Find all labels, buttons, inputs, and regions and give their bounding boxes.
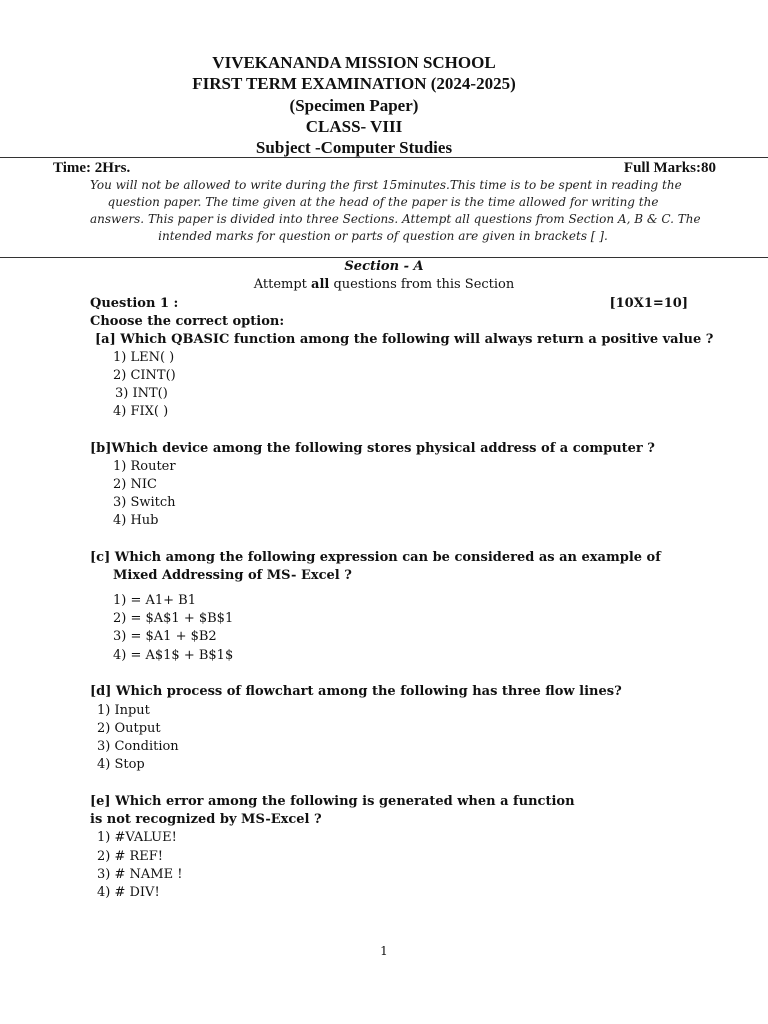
- class-label: CLASS- VIII: [305, 117, 403, 136]
- exam-title: FIRST TERM EXAMINATION (2024-2025): [192, 74, 516, 93]
- option: 2) = $A$1 + $B$1: [113, 611, 234, 626]
- option: 3) = $A1 + $B2: [113, 629, 217, 644]
- option: 2) NIC: [113, 477, 157, 492]
- option: 4) # DIV!: [97, 885, 160, 900]
- instruction-line: You will not be allowed to write during the first 15minutes.This time is to be spent in reading the: [90, 178, 682, 192]
- option: 1) Router: [113, 459, 176, 474]
- option: 3) INT(): [115, 386, 168, 401]
- question-e-text-cont: is not recognized by MS-Excel ?: [90, 812, 322, 827]
- question-a-text: [a] Which QBASIC function among the following will always return a positive value ?: [95, 332, 714, 347]
- attempt-suffix: questions from this Section: [329, 277, 515, 292]
- time-allowed: Time: 2Hrs.: [53, 160, 131, 176]
- question-label: Question 1 :: [90, 296, 179, 311]
- option: 4) Hub: [113, 513, 159, 528]
- attempt-all: all: [311, 277, 330, 292]
- question-instruction: Choose the correct option:: [90, 314, 285, 329]
- instruction-line: intended marks for question or parts of question are given in brackets [ ].: [158, 229, 608, 243]
- full-marks: Full Marks:80: [623, 160, 716, 176]
- attempt-prefix: Attempt: [253, 277, 312, 292]
- page-number: 1: [380, 944, 388, 958]
- header-divider: [0, 157, 768, 158]
- question-c-text: [c] Which among the following expression can be considered as an example of: [90, 550, 661, 565]
- option: 2) Output: [97, 721, 161, 736]
- option: 2) # REF!: [97, 849, 164, 864]
- option: 1) = A1+ B1: [113, 593, 197, 608]
- option: 4) = A$1$ + B$1$: [113, 648, 234, 663]
- instruction-line: answers. This paper is divided into three Sections. Attempt all questions from Section A, B & C. The: [90, 212, 701, 226]
- option: 3) Switch: [113, 495, 176, 510]
- option: 3) Condition: [97, 739, 179, 754]
- question-e-text: [e] Which error among the following is generated when a function: [90, 794, 575, 809]
- option: 1) LEN( ): [113, 350, 175, 365]
- option: 3) # NAME !: [97, 867, 183, 882]
- question-d-text: [d] Which process of flowchart among the following has three flow lines?: [90, 684, 622, 699]
- option: 4) FIX( ): [113, 404, 169, 419]
- section-title: Section - A: [344, 259, 424, 274]
- option: 2) CINT(): [113, 368, 176, 383]
- question-b-text: [b]Which device among the following stores physical address of a computer ?: [90, 441, 655, 456]
- option: 1) Input: [97, 703, 150, 718]
- section-instruction: [0, 276, 768, 294]
- option: 1) #VALUE!: [97, 830, 177, 845]
- paper-type: (Specimen Paper): [289, 96, 419, 115]
- school-name: VIVEKANANDA MISSION SCHOOL: [212, 53, 496, 72]
- instructions-block: [90, 177, 701, 245]
- question-c-text-cont: Mixed Addressing of MS- Excel ?: [113, 568, 352, 583]
- question-marks: [10X1=10]: [609, 296, 688, 311]
- option: 4) Stop: [97, 757, 145, 772]
- instruction-line: question paper. The time given at the head of the paper is the time allowed for writing the: [107, 195, 659, 209]
- subject-label: Subject -Computer Studies: [255, 138, 453, 157]
